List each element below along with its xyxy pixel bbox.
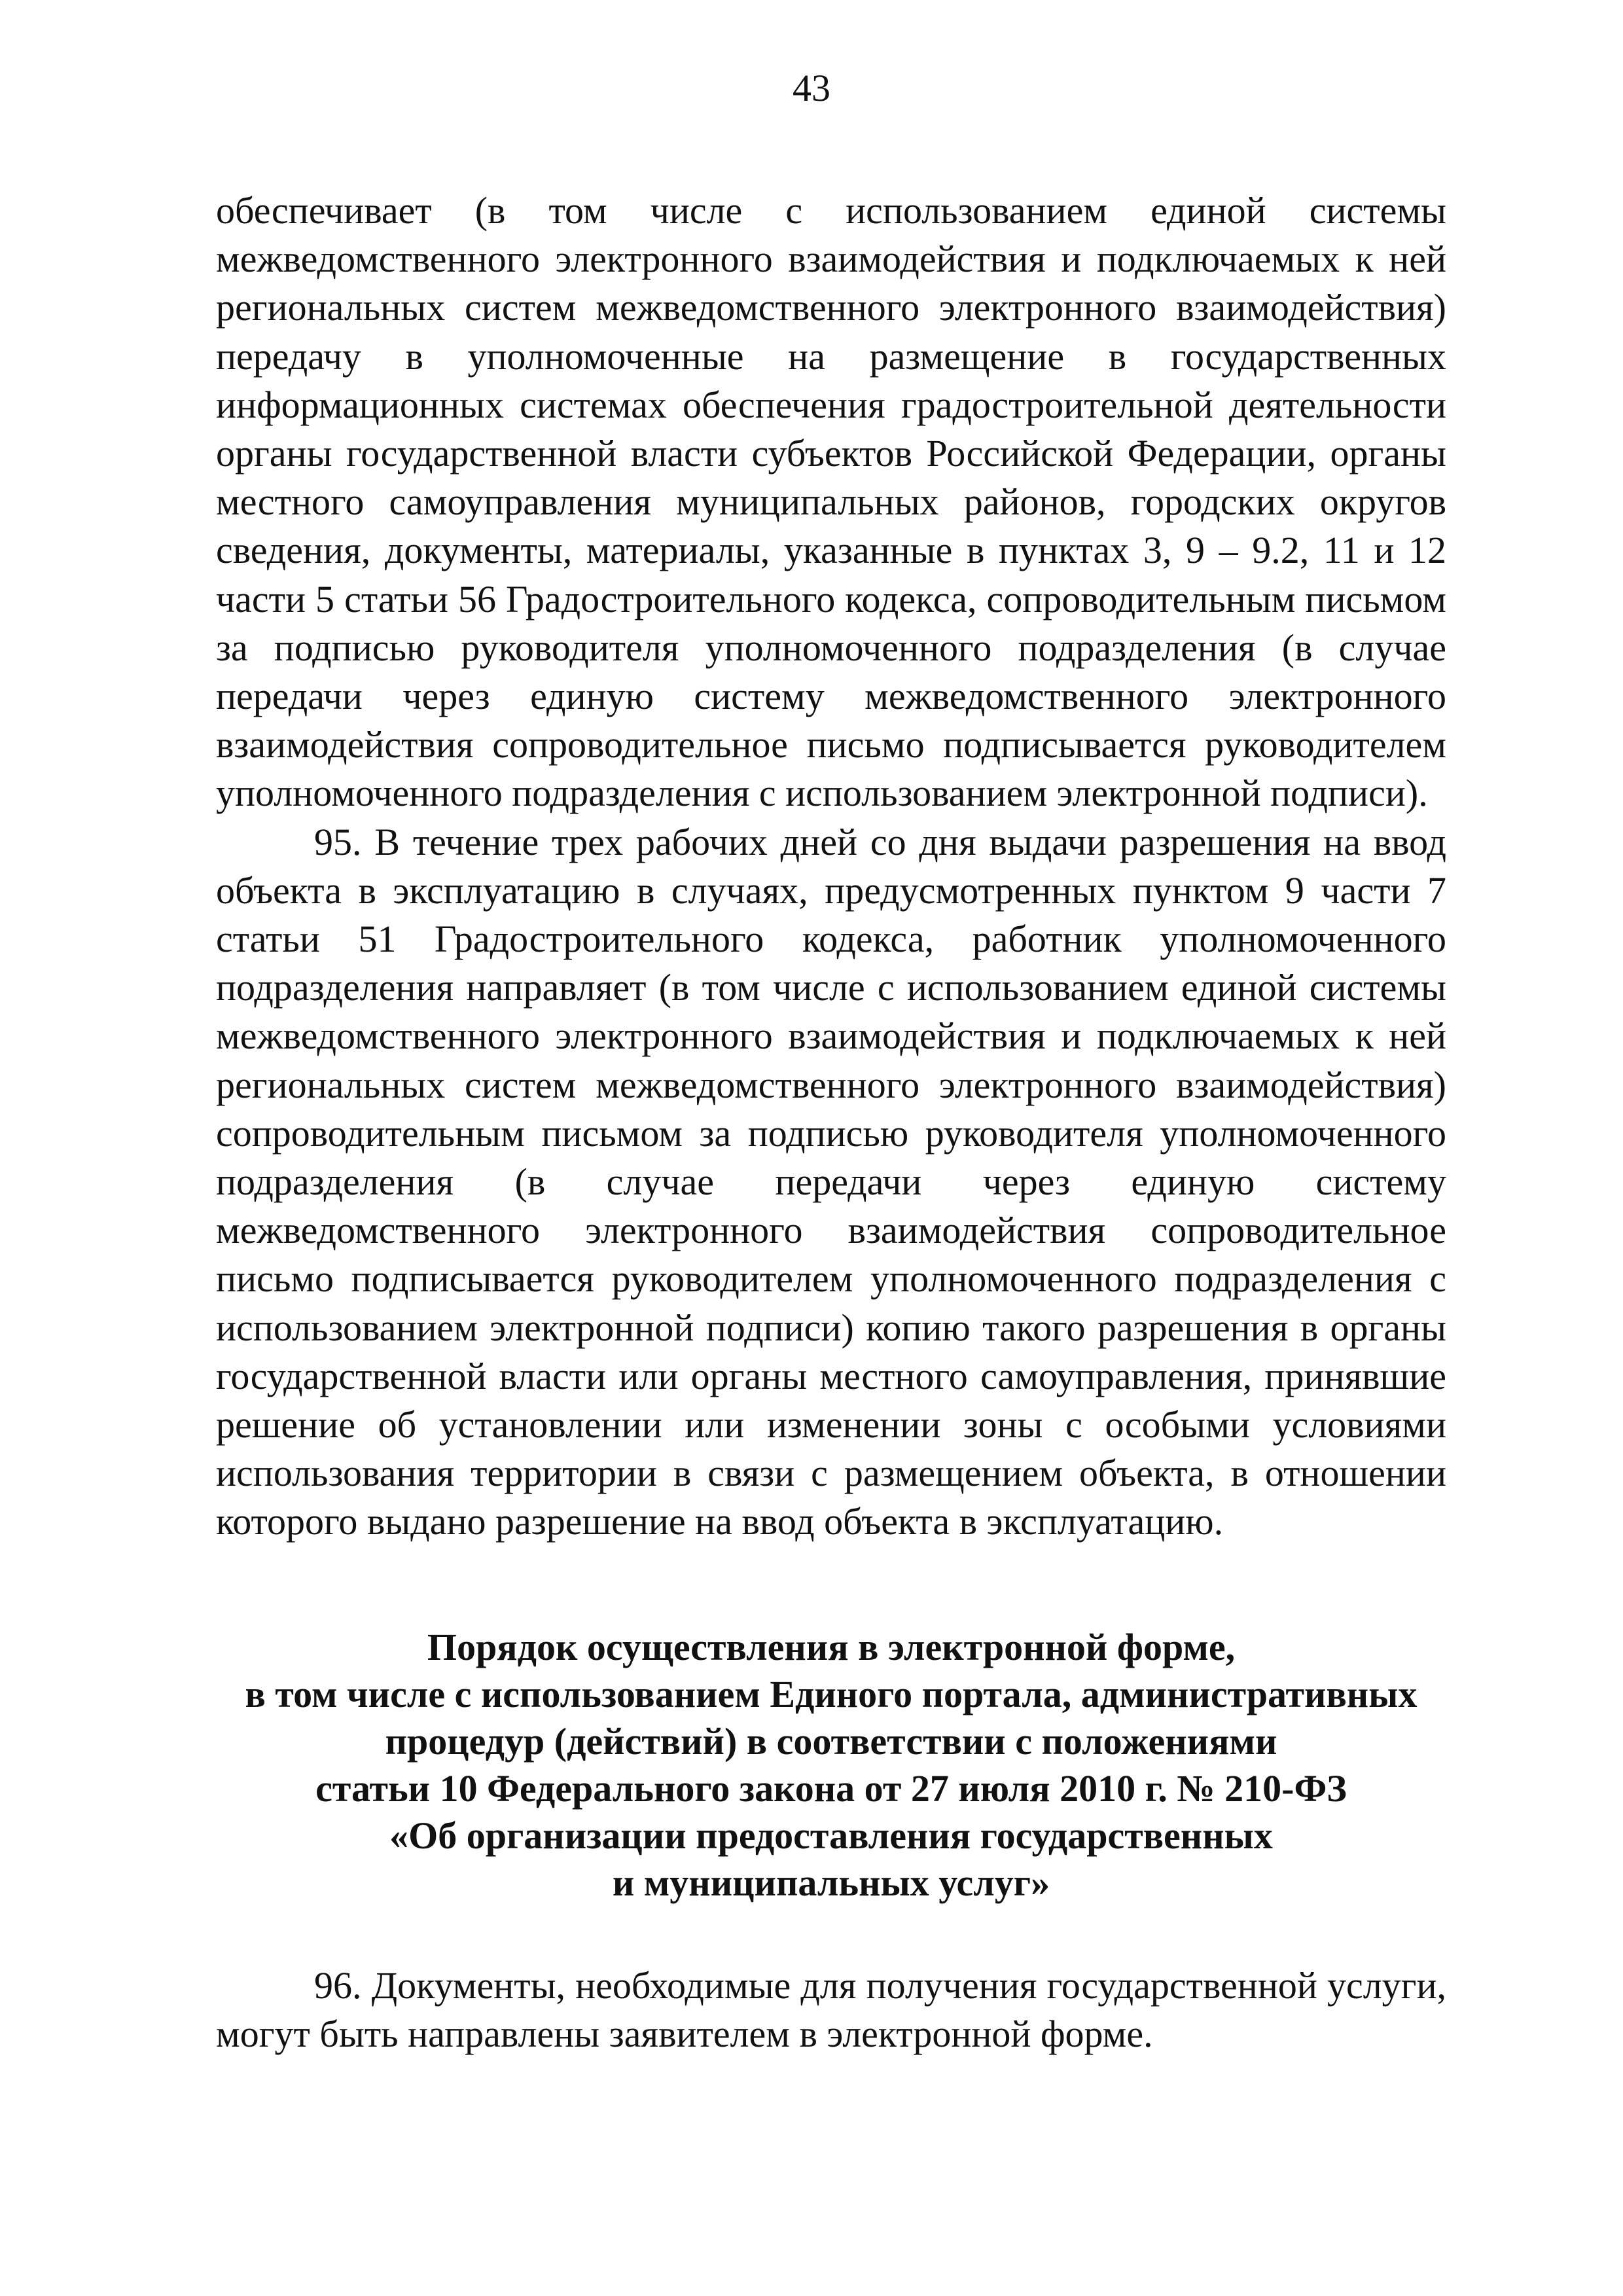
paragraph-continuation: обеспечивает (в том числе с использованием единой системы межведомственного электронного взаимодействия и подключаемых к ней региональных систем межведомственного электронного взаимодействия) передачу в уполномоченные на размещение в государственных информационных системах обеспечения градостроительной деятельности органы государственной власти субъектов Российской Федерации, органы местного самоуправления муниципальных районов, городских округов сведения, документы, материалы, указанные в пунктах 3, 9 – 9.2, 11 и 12 части 5 статьи 56 Градостроительного кодекса, сопроводительным письмом за подписью руководителя уполномоченного подразделения (в случае передачи через единую систему межведомственного электронного взаимодействия сопроводительное письмо подписывается руководителем уполномоченного подразделения с использованием электронной подписи). bbox=[216, 189, 1446, 815]
document-body bbox=[216, 187, 1446, 2058]
section-heading bbox=[216, 1624, 1446, 1907]
heading-line: «Об организации предоставления государственных bbox=[389, 1814, 1273, 1857]
heading-line: и муниципальных услуг» bbox=[612, 1861, 1050, 1904]
heading-line: статьи 10 Федерального закона от 27 июля 2010 г. № 210-ФЗ bbox=[315, 1767, 1347, 1810]
paragraph-96: 96. Документы, необходимые для получения государственной услуги, могут быть направлены заявителем в электронной форме. bbox=[216, 1964, 1446, 2055]
heading-line: Порядок осуществления в электронной форме, bbox=[427, 1625, 1236, 1668]
heading-line: процедур (действий) в соответствии с положениями bbox=[385, 1719, 1277, 1763]
page-number: 43 bbox=[793, 67, 830, 109]
heading-line: в том числе с использованием Единого портала, административных bbox=[245, 1672, 1418, 1715]
paragraph-95: 95. В течение трех рабочих дней со дня выдачи разрешения на ввод объекта в эксплуатацию в случаях, предусмотренных пунктом 9 части 7 статьи 51 Градостроительного кодекса, работник уполномоченного подразделения направляет (в том числе с использованием единой системы межведомственного электронного взаимодействия и подключаемых к ней региональных систем межведомственного электронного взаимодействия) сопроводительным письмом за подписью руководителя уполномоченного подразделения (в случае передачи через единую систему межведомственного электронного взаимодействия сопроводительное письмо подписывается руководителем уполномоченного подразделения с использованием электронной подписи) копию такого разрешения в органы государственной власти или органы местного самоуправления, принявшие решение об установлении или изменении зоны с особыми условиями использования территории в связи с размещением объекта, в отношении которого выдано разрешение на ввод объекта в эксплуатацию. bbox=[216, 820, 1446, 1543]
